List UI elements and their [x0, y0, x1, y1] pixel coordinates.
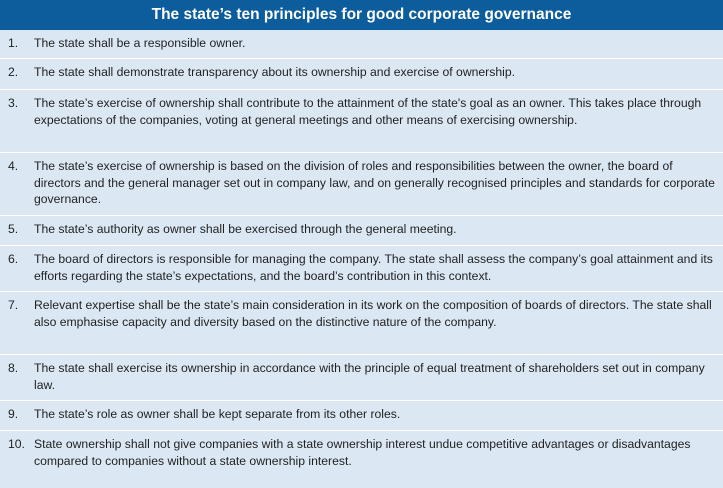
item-number: 4.: [8, 159, 19, 173]
item-number: 10.: [8, 437, 25, 451]
list-item: [0, 90, 723, 153]
item-text: The state’s role as owner shall be kept separate from its other roles.: [34, 407, 401, 421]
item-text: The state shall exercise its ownership in accordance with the principle of equal treatment of shareholders set out in company law.: [34, 361, 705, 392]
panel-title: The state’s ten principles for good corporate governance: [0, 0, 723, 30]
item-text: The state shall be a responsible owner.: [34, 36, 246, 50]
item-text: Relevant expertise shall be the state’s main consideration in its work on the composition of boards of directors. The state shall also emphasise capacity and diversity based on the distinctive nature of the company.: [34, 298, 712, 329]
list-item: [0, 401, 723, 431]
item-text: The state’s exercise of ownership is based on the division of roles and responsibilities between the owner, the board of directors and the general manager set out in company law, and on generally recognised principles and standards for corporate governance.: [34, 159, 715, 206]
list-item: [0, 431, 723, 488]
principles-list: [0, 30, 723, 488]
list-item: [0, 30, 723, 59]
list-item: [0, 292, 723, 355]
list-item: [0, 153, 723, 216]
item-number: 3.: [8, 96, 19, 110]
item-text: State ownership shall not give companies with a state ownership interest undue competitive advantages or disadvantages compared to companies without a state ownership interest.: [34, 437, 691, 468]
list-item: [0, 355, 723, 401]
item-text: The state’s authority as owner shall be exercised through the general meeting.: [34, 222, 457, 236]
item-text: The state shall demonstrate transparency about its ownership and exercise of ownership.: [34, 65, 515, 79]
item-number: 2.: [8, 65, 19, 79]
item-number: 8.: [8, 361, 19, 375]
item-number: 1.: [8, 36, 19, 50]
list-item: [0, 246, 723, 292]
item-text: The state’s exercise of ownership shall contribute to the attainment of the state's goal as an owner. This takes place through expectations of the companies, voting at general meetings and other means of exercising ownership.: [34, 96, 702, 127]
list-item: [0, 216, 723, 246]
list-item: [0, 59, 723, 90]
item-number: 7.: [8, 298, 19, 312]
item-number: 6.: [8, 252, 19, 266]
item-number: 5.: [8, 222, 19, 236]
item-number: 9.: [8, 407, 19, 421]
item-text: The board of directors is responsible for managing the company. The state shall assess the company’s goal attainment and its efforts regarding the state’s expectations, and the board’s contribution in this context.: [34, 252, 713, 283]
